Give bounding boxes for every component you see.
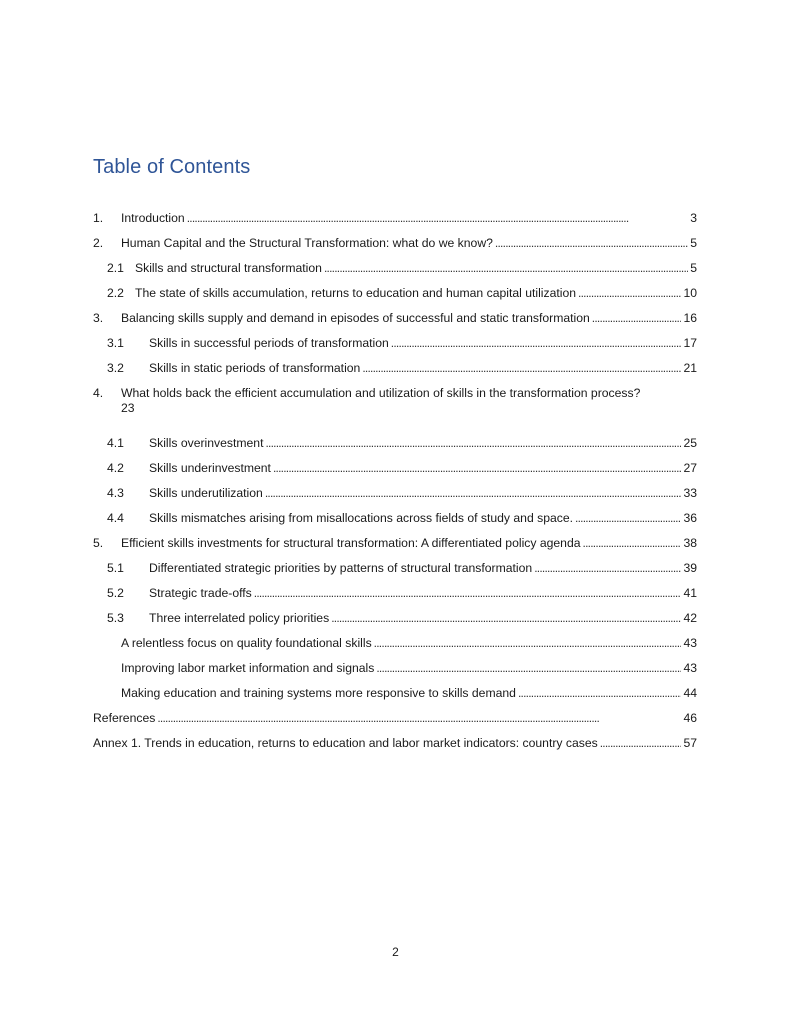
toc-entry[interactable]	[107, 511, 697, 526]
dot-leader	[583, 536, 682, 551]
toc-entry-page: 33	[683, 486, 697, 500]
toc-entry-page: 17	[683, 336, 697, 350]
toc-entry-number: 4.2	[107, 461, 124, 475]
toc-entry-number: 5.	[93, 536, 104, 550]
toc-entry-number: 4.	[93, 386, 104, 400]
toc-entry-page: 10	[683, 286, 697, 300]
toc-entry-page: 3	[690, 211, 697, 225]
toc-entry-number: 2.	[93, 236, 104, 250]
toc-entry-page: 27	[683, 461, 697, 475]
dot-leader	[495, 236, 688, 251]
toc-entry-label: Balancing skills supply and demand in episodes of successful and static transformation	[121, 311, 590, 325]
dot-leader	[376, 661, 681, 676]
toc-title: Table of Contents	[93, 156, 251, 178]
toc-entry-label: Skills mismatches arising from misallocations across fields of study and space.	[149, 511, 574, 525]
toc-entry-page: 23	[121, 401, 135, 415]
toc-entry-label: Improving labor market information and signals	[121, 661, 375, 675]
toc-entry[interactable]	[93, 711, 697, 726]
toc-entry-number: 4.1	[107, 436, 124, 450]
toc-entry-number: 4.4	[107, 511, 124, 525]
toc-entry-number: 2.2	[107, 286, 124, 300]
toc-entry[interactable]	[93, 736, 697, 751]
dot-leader	[362, 361, 681, 376]
toc-entry[interactable]	[107, 436, 697, 451]
toc-entry-number: 5.1	[107, 561, 124, 575]
toc-entry-label: Skills in successful periods of transformation	[149, 336, 389, 350]
toc-entry-page: 42	[683, 611, 697, 625]
toc-entry-label: A relentless focus on quality foundational skills	[121, 636, 372, 650]
toc-entry-number: 3.	[93, 311, 104, 325]
toc-entry-label: The state of skills accumulation, returns to education and human capital utilization	[135, 286, 577, 300]
dot-leader	[187, 211, 689, 226]
toc-entry-page: 43	[683, 661, 697, 675]
dot-leader	[331, 611, 681, 626]
toc-entry-label: What holds back the efficient accumulation and utilization of skills in the transformation process?	[121, 386, 641, 400]
toc-entry[interactable]	[93, 311, 697, 326]
toc-entry-label: Efficient skills investments for structural transformation: A differentiated policy agenda	[121, 536, 581, 550]
toc-entry[interactable]	[107, 561, 697, 576]
dot-leader	[600, 736, 682, 751]
toc-entry[interactable]	[107, 336, 697, 351]
toc-entry-label: Skills and structural transformation	[135, 261, 322, 275]
dot-leader	[254, 586, 682, 601]
toc-entry-label: Annex 1. Trends in education, returns to education and labor market indicators: country cases	[93, 736, 598, 750]
dot-leader	[324, 261, 688, 276]
toc-entry-page: 57	[683, 736, 697, 750]
toc-entry-label: Skills in static periods of transformation	[149, 361, 361, 375]
toc-entry-number: 5.3	[107, 611, 124, 625]
dot-leader	[157, 711, 681, 726]
toc-entry-page: 44	[683, 686, 697, 700]
dot-leader	[534, 561, 681, 576]
toc-entry[interactable]	[121, 686, 697, 701]
toc-entry-label: Skills underutilization	[149, 486, 263, 500]
toc-entry-number: 4.3	[107, 486, 124, 500]
toc-entry-number: 3.1	[107, 336, 124, 350]
dot-leader	[578, 286, 681, 301]
toc-entry-page: 5	[690, 236, 697, 250]
toc-entry-page: 41	[683, 586, 697, 600]
toc-entry[interactable]	[107, 611, 697, 626]
toc-entry-page: 46	[683, 711, 697, 725]
toc-entry-label: Three interrelated policy priorities	[149, 611, 330, 625]
toc-entry-page: 21	[683, 361, 697, 375]
toc-entry[interactable]	[107, 486, 697, 501]
toc-entry[interactable]	[93, 236, 697, 251]
dot-leader	[575, 511, 681, 526]
toc-entry[interactable]	[107, 586, 697, 601]
dot-leader	[265, 436, 681, 451]
dot-leader	[518, 686, 682, 701]
toc-entry-page: 36	[683, 511, 697, 525]
toc-entry[interactable]	[93, 536, 697, 551]
toc-entry-page: 38	[683, 536, 697, 550]
toc-entry[interactable]	[93, 386, 697, 416]
toc-entry-page: 5	[690, 261, 697, 275]
toc-entry-label: Skills underinvestment	[149, 461, 271, 475]
toc-entry-number: 2.1	[107, 261, 124, 275]
toc-entry[interactable]	[107, 286, 697, 301]
toc-entry-label: Differentiated strategic priorities by patterns of structural transformation	[149, 561, 533, 575]
toc-entry-label: References	[93, 711, 156, 725]
toc-entry[interactable]	[107, 261, 697, 276]
toc-entry-label: Skills overinvestment	[149, 436, 264, 450]
toc-entry[interactable]	[121, 661, 697, 676]
dot-leader	[592, 311, 682, 326]
toc-entry-label: Introduction	[121, 211, 185, 225]
page-number: 2	[392, 945, 399, 959]
toc-entry-page: 39	[683, 561, 697, 575]
dot-leader	[374, 636, 682, 651]
toc-entry-page: 25	[683, 436, 697, 450]
toc-entry-page: 16	[683, 311, 697, 325]
toc-entry[interactable]	[121, 636, 697, 651]
toc-entry-page: 43	[683, 636, 697, 650]
toc-entry[interactable]	[107, 461, 697, 476]
toc-entry-number: 5.2	[107, 586, 124, 600]
dot-leader	[273, 461, 682, 476]
toc-entry-label: Making education and training systems more responsive to skills demand	[121, 686, 516, 700]
toc-entry-label: Strategic trade-offs	[149, 586, 252, 600]
toc-entry[interactable]	[107, 361, 697, 376]
toc-entry-number: 3.2	[107, 361, 124, 375]
toc-entry[interactable]	[93, 211, 697, 226]
dot-leader	[391, 336, 682, 351]
dot-leader	[265, 486, 682, 501]
toc-entry-number: 1.	[93, 211, 104, 225]
toc-entry-label: Human Capital and the Structural Transformation: what do we know?	[121, 236, 493, 250]
